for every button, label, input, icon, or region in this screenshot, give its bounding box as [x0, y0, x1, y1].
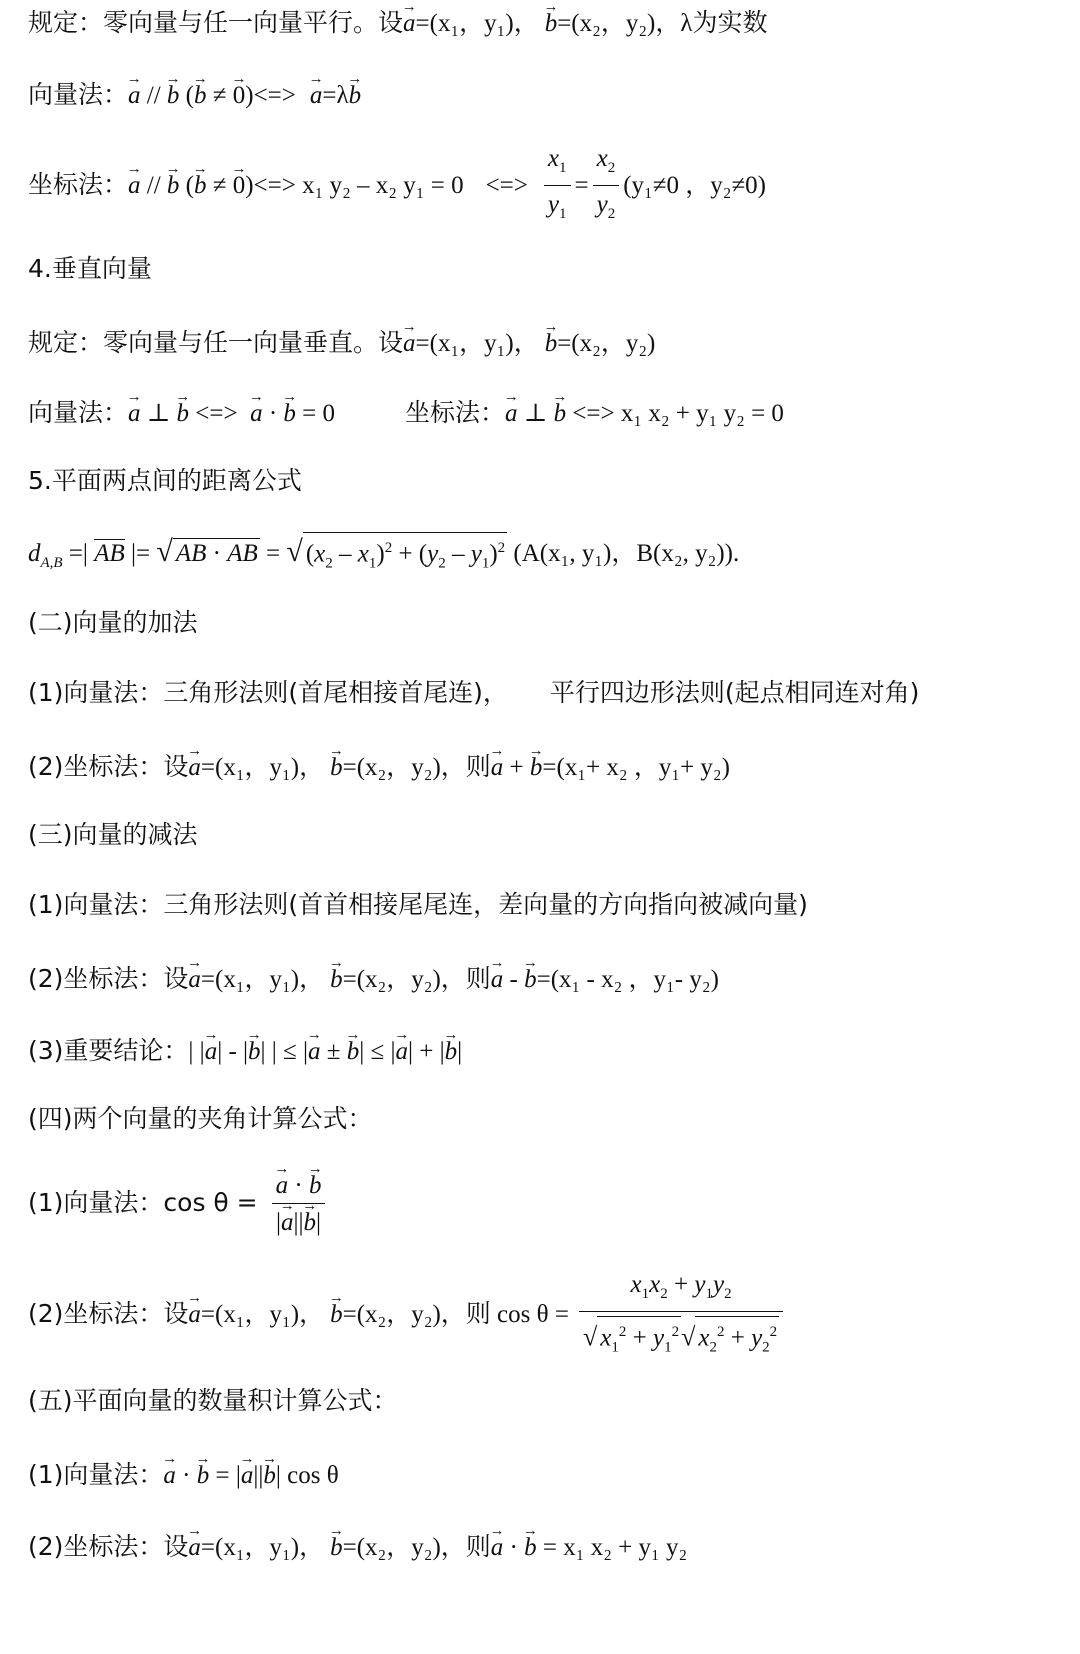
a-coords: =(x₁，y₁)，	[415, 10, 539, 37]
subtraction-coord-prefix: (2)坐标法：设	[28, 964, 189, 993]
subtraction-vector-line: (1)向量法：三角形法则(首首相接尾尾连，差向量的方向指向被减向量)	[28, 890, 808, 919]
angle-b-coords: =(x₂，y₂)，则 cos θ =	[342, 1301, 569, 1329]
dot-heading: (五)平面向量的数量积计算公式：	[28, 1386, 398, 1415]
conclusion-prefix: (3)重要结论：	[28, 1036, 189, 1065]
angle-vector-prefix: (1)向量法：cos θ =	[28, 1188, 258, 1217]
subtraction-coord-line: (2)坐标法：设→ a=(x₁，y₁)，→ b=(x₂，y₂)，则→ a - → b=(x₁ - x₂ ，y₁- y₂)	[28, 962, 719, 997]
addition-heading: (二)向量的加法	[28, 608, 198, 637]
addition-coord-line: (2)坐标法：设→ a=(x₁，y₁)，→ b=(x₂，y₂)，则→ a + → b=(x₁+ x₂ ，y₁+ y₂)	[28, 750, 730, 785]
parallel-equiv: <=>	[485, 172, 528, 199]
parallel-vector-method-line: 向量法：→ a // → b (→ b ≠ → 0)<=>→ a=λ→ b	[28, 78, 361, 113]
perp-methods-line: 向量法：→ a ⊥ → b <=> → a · → b = 0 坐标法：→ a ⊥ → b <=> x₁ x₂ + y₁ y₂ = 0	[28, 396, 784, 431]
angle-coord-prefix: (2)坐标法：设	[28, 1299, 189, 1329]
distance-heading: 5.平面两点间的距离公式	[28, 466, 302, 495]
angle-heading: (四)两个向量的夹角计算公式：	[28, 1104, 373, 1133]
subtraction-a-coords: =(x₁，y₁)，	[200, 966, 325, 993]
coord-method-label: 坐标法：	[28, 170, 129, 199]
dot-b-coords: =(x₂，y₂)，则	[342, 1534, 491, 1561]
distance-points: (A(x₁, y₁)，B(x₂, y₂)).	[513, 540, 740, 567]
b-coords-lambda: =(x₂，y₂)，λ为实数	[557, 10, 768, 37]
perp-heading: 4.垂直向量	[28, 254, 152, 283]
dot-vector-line: (1)向量法：→ a · → b = |→ a||→ b| cos θ	[28, 1458, 339, 1493]
x2-over-y2: $\frac{x_2}{y_2}$	[593, 144, 620, 229]
subtraction-result: =(x₁ - x₂ ，y₁- y₂)	[536, 966, 719, 993]
addition-coord-prefix: (2)坐标法：设	[28, 752, 189, 781]
vector-method-label: 向量法：	[28, 80, 129, 109]
subtraction-heading: (三)向量的减法	[28, 820, 198, 849]
addition-b-coords: =(x₂，y₂)，则	[342, 754, 491, 781]
angle-vector-line	[28, 1164, 329, 1244]
dot-coord-line: (2)坐标法：设→ a=(x₁，y₁)，→ b=(x₂，y₂)，则→ a · → b = x₁ x₂ + y₁ y₂	[28, 1530, 687, 1565]
parallel-rule-line: 规定：零向量与任一向量平行。设→ a=(x₁，y₁)，→ b=(x₂，y₂)，λ为实数	[28, 6, 768, 41]
parallel-condition: (y₁≠0 ，y₂≠0)	[623, 172, 766, 199]
addition-parallelogram-rule: 平行四边形法则(起点相同连对角)	[549, 678, 920, 707]
perp-vector-label: 向量法：	[28, 398, 129, 427]
important-conclusion-line: (3)重要结论：| |→ a| - |→ b| | ≤ |→ a ± → b| ≤ |→ a| + |→ b|	[28, 1034, 462, 1069]
perp-dot-zero: = 0	[302, 400, 336, 427]
dot-coord-prefix: (2)坐标法：设	[28, 1532, 189, 1561]
angle-coord-line: (2)坐标法：设→ a=(x₁，y₁)，→ b=(x₂，y₂)，则 cos θ = $\frac{x_1x_2 + y_1y_2}{√ x_1^2 + y_1^2√ x_2^2 + y_2^2}$	[28, 1270, 787, 1354]
perp-rule-line: 规定：零向量与任一向量垂直。设→ a=(x₁，y₁)，→ b=(x₂，y₂)	[28, 326, 655, 361]
dot-a-coords: =(x₁，y₁)，	[200, 1534, 325, 1561]
angle-coord-fraction: $\frac{x_1x_2 + y_1y_2}{√ x_1^2 + y_1^2√ x_2^2 + y_2^2}$	[579, 1270, 783, 1361]
dot-cos-theta: cos θ	[287, 1462, 339, 1489]
parallel-coord-method-line: 坐标法：→ a // → b (→ b ≠ → 0)<=> x₁ y₂ – x₂ y₁ = 0 <=> $\frac{x_1}{y_1}$ = $\frac{x_2}{y_2}$ (y₁≠0 ，y₂≠0)	[28, 144, 766, 214]
addition-vector-line	[28, 676, 919, 710]
perp-b-coords: =(x₂，y₂)	[557, 330, 656, 357]
addition-triangle-rule: (1)向量法：三角形法则(首尾相接首尾连)，	[28, 678, 508, 707]
x1-over-y1: $\frac{x_1}{y_1}$	[544, 144, 571, 229]
angle-a-coords: =(x₁，y₁)，	[200, 1301, 325, 1329]
addition-result: =(x₁+ x₂ ，y₁+ y₂)	[542, 754, 730, 781]
distance-formula: $d_{A,B}$ =| AB |= √ AB · AB = √ $(x_2 - x_1)^2 + (y_2 - y_1)^2$ (A(x₁, y₁)，B(x₂, y₂)).	[28, 528, 739, 587]
perp-coord-label: 坐标法：	[405, 398, 506, 427]
angle-vector-fraction: → $\frac{a \cdot \to b}{|\to a||\to b|}$	[272, 1171, 326, 1238]
parallel-coord-expr: x₁ y₂ – x₂ y₁ = 0	[302, 172, 464, 199]
perp-a-coords: =(x₁，y₁)，	[415, 330, 539, 357]
addition-a-coords: =(x₁，y₁)，	[200, 754, 325, 781]
dot-coord-result: = x₁ x₂ + y₁ y₂	[542, 1534, 688, 1561]
perp-coord-expr: x₁ x₂ + y₁ y₂ = 0	[620, 400, 784, 427]
perp-rule-text: 规定：零向量与任一向量垂直。设	[28, 328, 404, 357]
parallel-rule-text: 规定：零向量与任一向量平行。设	[28, 8, 404, 37]
subtraction-b-coords: =(x₂，y₂)，则	[342, 966, 491, 993]
equiv-symbol: <=>	[253, 82, 296, 109]
dot-vector-prefix: (1)向量法：	[28, 1460, 164, 1489]
